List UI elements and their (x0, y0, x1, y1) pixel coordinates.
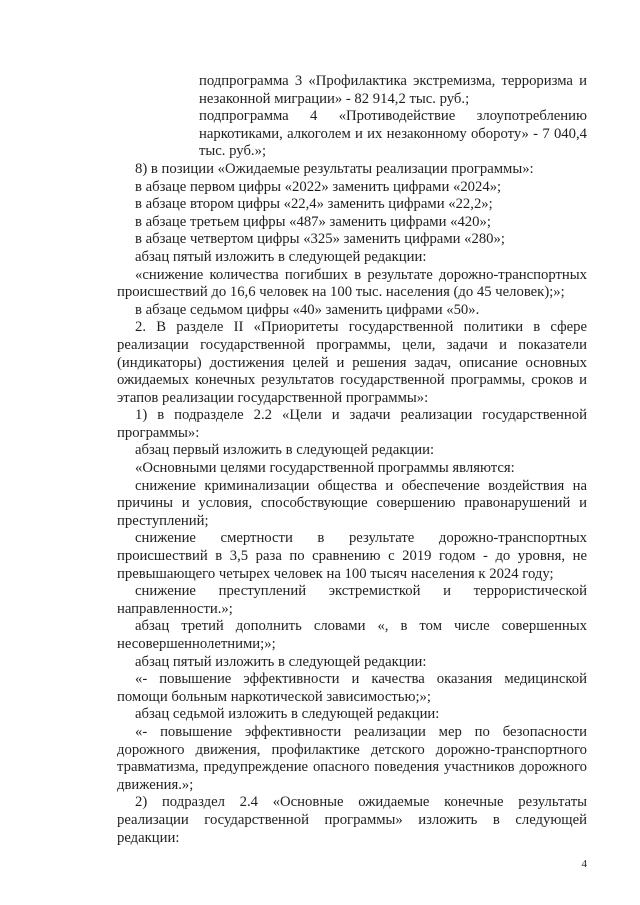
paragraph: в абзаце втором цифры «22,4» заменить цифрами «22,2»; (135, 196, 493, 213)
document-body (117, 73, 587, 847)
paragraph: абзац пятый изложить в следующей редакции: (135, 248, 427, 265)
paragraph: в абзаце седьмом цифры «40» заменить цифрами «50». (135, 301, 480, 318)
subprogram-3-text: подпрограмма 3 «Профилактика экстремизма, терроризма и незаконной миграции» - 82 914,2 тыс. руб.; (199, 73, 587, 107)
paragraph: снижение криминализации общества и обеспечение воздействия на причины и условия, способствующие совершению правонарушений и преступлений; (117, 477, 587, 529)
paragraph: 2) подраздел 2.4 «Основные ожидаемые конечные результаты реализации государственной программы» изложить в следующей редакции: (117, 794, 587, 846)
paragraph: снижение смертности в результате дорожно-транспортных происшествий в 3,5 раза по сравнению с 2019 годом - до уровня, не превышающего четырех человек на 100 тысяч населения к 2024 году; (117, 530, 587, 582)
subprogram-4-text: подпрограмма 4 «Противодействие злоупотреблению наркотиками, алкоголем и их незаконному обороту» - 7 040,4 тыс. руб.»; (199, 108, 587, 160)
paragraph: снижение преступлений экстремисткой и террористической направленности.»; (117, 583, 587, 617)
paragraph: абзац первый изложить в следующей редакции: (135, 442, 435, 459)
paragraph: «- повышение эффективности и качества оказания медицинской помощи больным наркотической зависимостью;»; (117, 671, 587, 705)
paragraph: абзац седьмой изложить в следующей редакции: (135, 706, 440, 723)
paragraph: «- повышение эффективности реализации мер по безопасности дорожного движения, профилактике детского дорожно-транспортного травматизма, предупреждение опасного поведения участников дорожного движения.»; (117, 723, 587, 793)
paragraph: «Основными целями государственной программы являются: (135, 460, 515, 477)
paragraph: абзац третий дополнить словами «, в том числе совершенных несовершеннолетними;»; (117, 618, 587, 652)
paragraph: в абзаце третьем цифры «487» заменить цифрами «420»; (135, 213, 491, 230)
subprogram-list (117, 73, 587, 161)
paragraph: 8) в позиции «Ожидаемые результаты реализации программы»: (135, 160, 534, 177)
paragraph: «снижение количества погибших в результате дорожно-транспортных происшествий до 16,6 человек на 100 тыс. населения (до 45 человек);»; (117, 266, 587, 301)
paragraph: в абзаце четвертом цифры «325» заменить цифрами «280»; (135, 231, 505, 248)
paragraph: 2. В разделе II «Приоритеты государственной политики в сфере реализации государственной программы, цели, задачи и показатели (индикаторы) достижения целей и решения задач, описание основных ожидаемых конечных результатов государственной программы, сроков и этапов реализации государственной программы»: (117, 319, 587, 406)
page-number: 4 (581, 858, 587, 870)
paragraph: 1) в подразделе 2.2 «Цели и задачи реализации государственной программы»: (117, 407, 587, 441)
paragraph: в абзаце первом цифры «2022» заменить цифрами «2024»; (135, 178, 502, 195)
paragraph: абзац пятый изложить в следующей редакции: (135, 653, 427, 670)
